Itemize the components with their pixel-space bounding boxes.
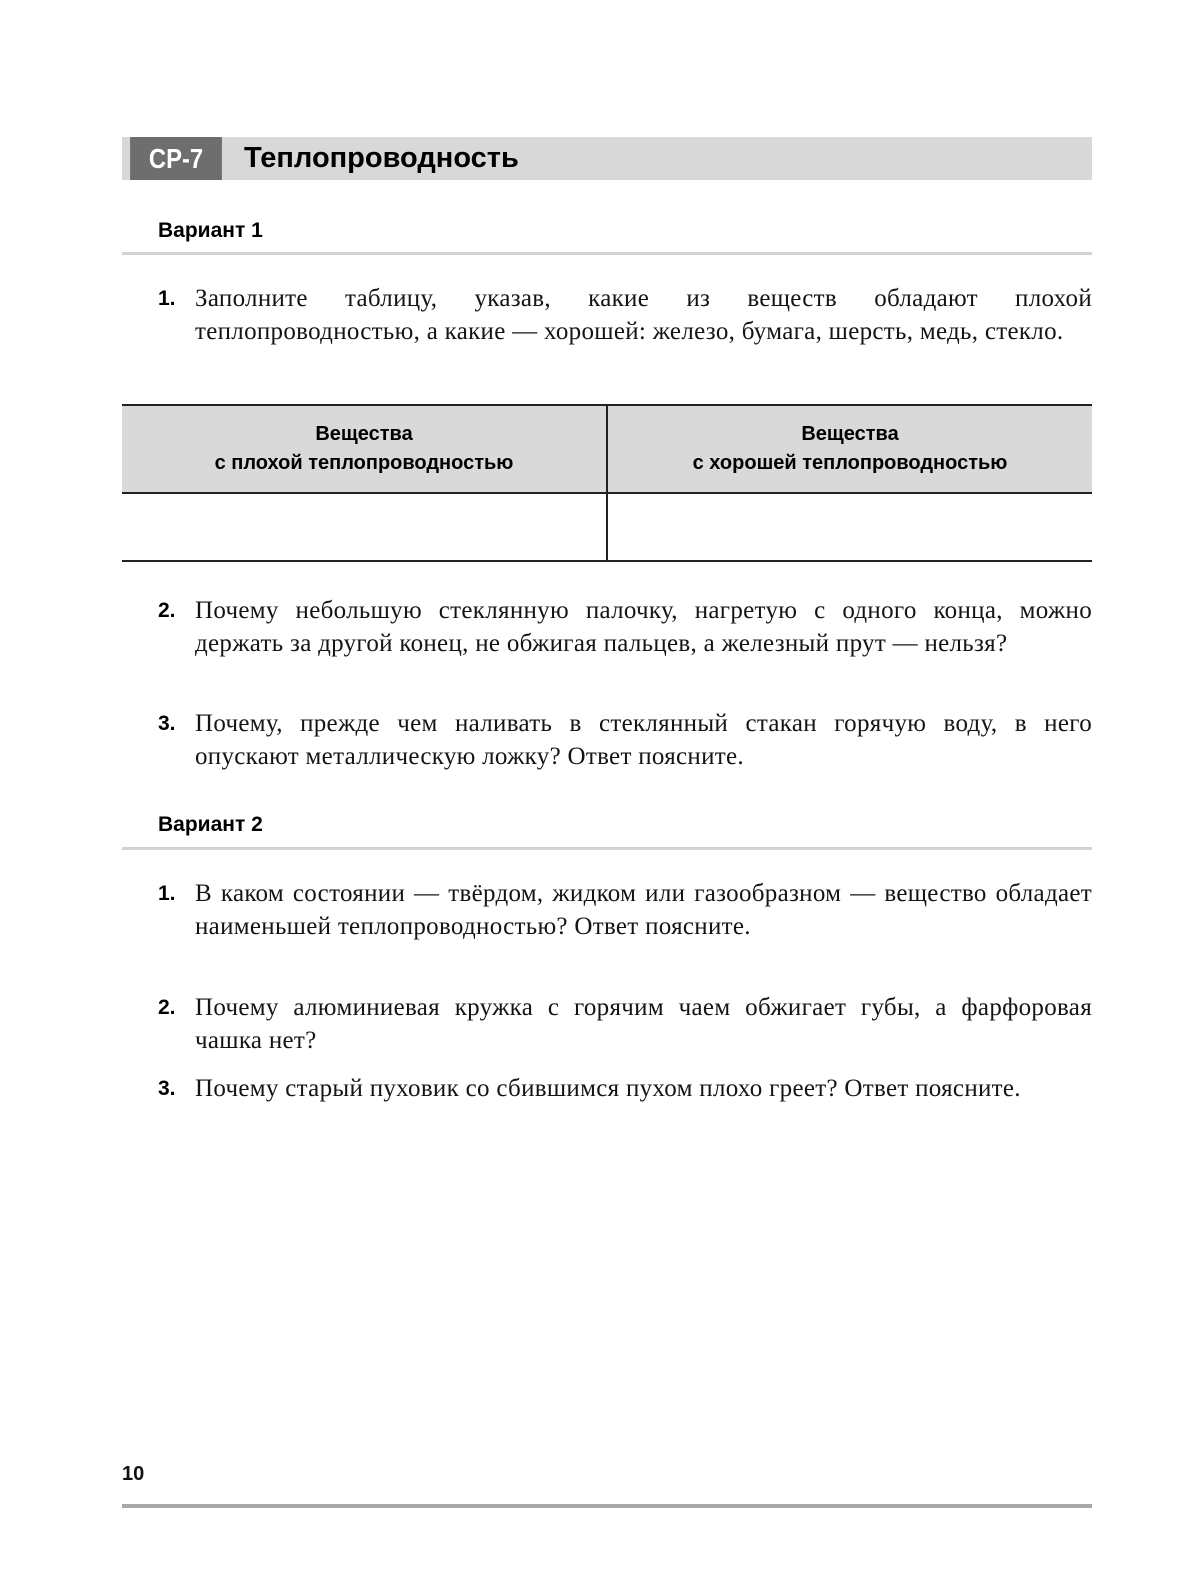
task-text: Почему небольшую стеклянную палочку, нагретую с одного конца, можно держать за другой конец, не обжигая пальцев, а железный прут — нельзя? — [195, 597, 1092, 657]
variant-2-task-1 — [158, 877, 1092, 943]
task-number: 3. — [158, 712, 176, 735]
footer-rule — [122, 1504, 1092, 1508]
task-text: В каком состоянии — твёрдом, жидком или газообразном — вещество обладает наименьшей теплопроводностью? Ответ поясните. — [195, 880, 1092, 940]
table-header-poor-conductivity — [122, 406, 606, 492]
variant-1-task-1 — [158, 282, 1092, 348]
task-number: 1. — [158, 287, 176, 310]
task-text: Почему алюминиевая кружка с горячим чаем обжигает губы, а фарфоровая чашка нет? — [195, 994, 1092, 1054]
title-band — [122, 137, 1092, 180]
variant-2-rule — [122, 847, 1092, 850]
header-line: Вещества — [801, 423, 899, 445]
table-row — [122, 494, 1092, 560]
page-title: Теплопроводность — [244, 142, 519, 174]
task-number: 3. — [158, 1077, 176, 1100]
table-header-good-conductivity — [606, 406, 1092, 492]
task-text: Почему старый пуховик со сбившимся пухом плохо греет? Ответ поясните. — [195, 1075, 1021, 1102]
worksheet-code: СР-7 — [130, 137, 222, 180]
variant-1-heading: Вариант 1 — [158, 219, 263, 242]
task-text: Заполните таблицу, указав, какие из веществ обладают плохой теплопроводностью, а какие — хорошей: железо, бумага, шерсть, медь, стекло. — [195, 285, 1092, 345]
header-line: с хорошей теплопроводностью — [692, 452, 1008, 474]
task-number: 1. — [158, 882, 176, 905]
task-text: Почему, прежде чем наливать в стеклянный стакан горячую воду, в него опускают металлическую ложку? Ответ поясните. — [195, 710, 1092, 770]
variant-1-task-2 — [158, 594, 1092, 660]
header-line: с плохой теплопроводностью — [214, 452, 514, 474]
table-header-row — [122, 406, 1092, 494]
variant-1-rule — [122, 252, 1092, 255]
variant-2-task-2 — [158, 991, 1092, 1057]
variant-2-heading: Вариант 2 — [158, 813, 263, 836]
task-number: 2. — [158, 599, 176, 622]
task-number: 2. — [158, 996, 176, 1019]
variant-1-task-3 — [158, 707, 1092, 773]
page-number: 10 — [122, 1463, 145, 1485]
answer-cell-poor-conductivity[interactable] — [122, 494, 606, 560]
header-line: Вещества — [315, 423, 413, 445]
answer-cell-good-conductivity[interactable] — [606, 494, 1092, 560]
substances-table — [122, 404, 1092, 562]
variant-2-task-3 — [158, 1072, 1092, 1105]
